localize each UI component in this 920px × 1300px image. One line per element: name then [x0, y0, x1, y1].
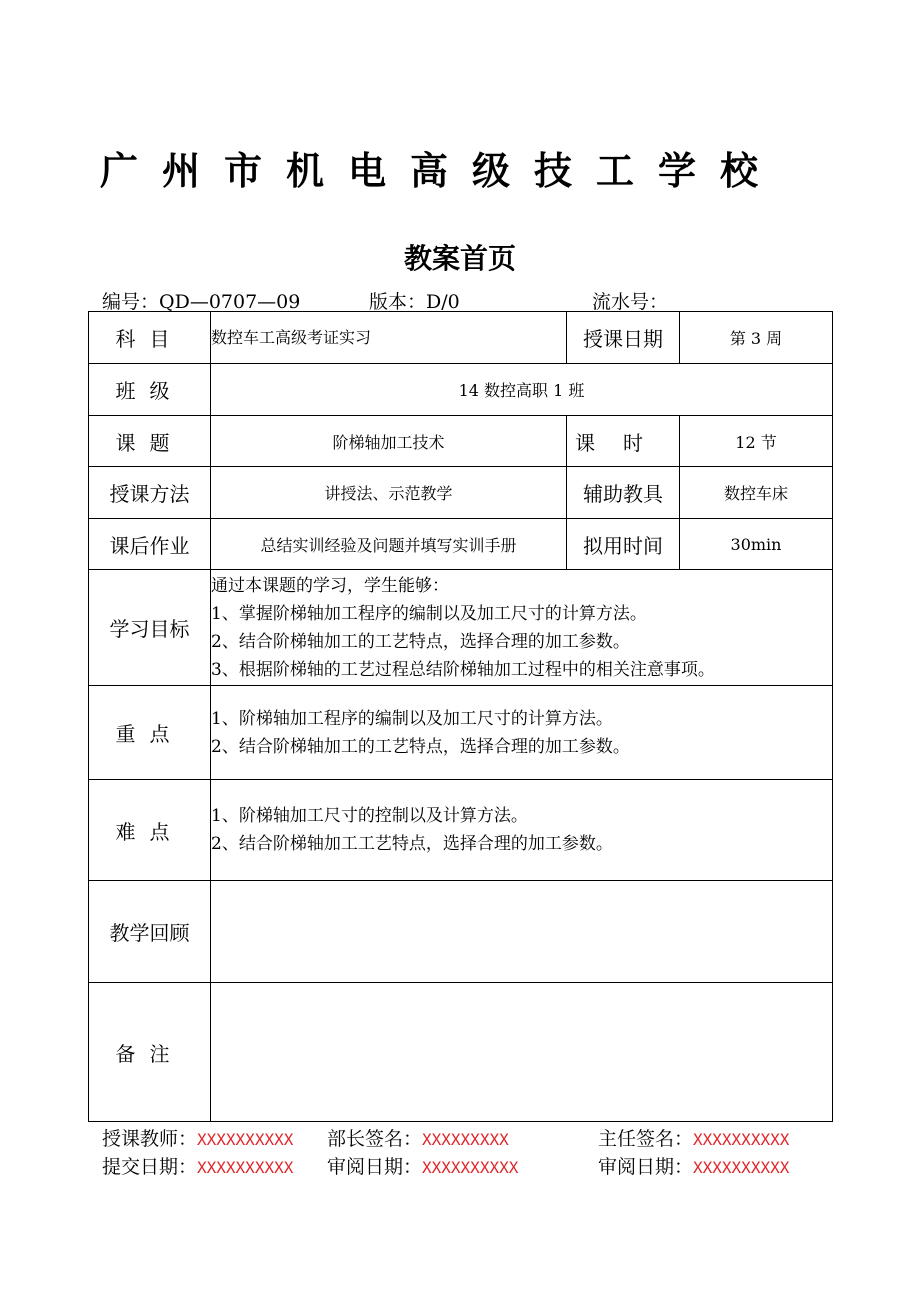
- teach-date-label: 授课日期: [567, 312, 680, 364]
- minister-label: 部长签名：: [327, 1128, 423, 1150]
- version-value: D/0: [426, 291, 460, 313]
- teacher-signature: [102, 1124, 293, 1151]
- class-value: 14 数控高职 1 班: [211, 364, 833, 416]
- difficulty-line: 2、结合阶梯轴加工工艺特点，选择合理的加工参数。: [211, 834, 613, 854]
- objectives-content: [211, 570, 833, 686]
- objective-line: 2、结合阶梯轴加工的工艺特点，选择合理的加工参数。: [211, 631, 630, 652]
- key-points-label: 重点: [89, 686, 211, 780]
- homework-value: 总结实训经验及问题并填写实训手册: [211, 519, 567, 570]
- school-name: 广州市机电高级技工学校: [100, 148, 783, 193]
- key-point-line: 1、阶梯轴加工程序的编制以及加工尺寸的计算方法。: [211, 708, 613, 729]
- objective-line: 1、掌握阶梯轴加工程序的编制以及加工尺寸的计算方法。: [211, 603, 647, 624]
- row-objectives: [89, 570, 833, 686]
- director-label: 主任签名：: [598, 1128, 694, 1150]
- code-value: QD—0707—09: [159, 291, 301, 313]
- row-key-points: [89, 686, 833, 780]
- topic-value: 阶梯轴加工技术: [211, 416, 567, 467]
- aids-label: 辅助教具: [567, 467, 680, 519]
- review-date-2-label: 审阅日期：: [598, 1156, 694, 1178]
- difficulty-line: 1、阶梯轴加工尺寸的控制以及计算方法。: [211, 806, 528, 826]
- document-code: [102, 287, 300, 314]
- planned-time-value: 30min: [680, 519, 833, 570]
- aids-value: 数控车床: [680, 467, 833, 519]
- difficulties-content: [211, 780, 833, 881]
- minister-value: XXXXXXXXX: [422, 1130, 509, 1149]
- review-date-1: [327, 1152, 518, 1179]
- key-points-content: [211, 686, 833, 780]
- teacher-value: XXXXXXXXXX: [197, 1130, 294, 1149]
- code-label: 编号：: [102, 291, 160, 313]
- remarks-label: 备注: [89, 983, 211, 1122]
- row-subject: [89, 312, 833, 364]
- hours-value: 12 节: [680, 416, 833, 467]
- row-method: [89, 467, 833, 519]
- subject-label: 科目: [89, 312, 211, 364]
- review-date-2: [598, 1152, 789, 1179]
- objective-line: 通过本课题的学习，学生能够：: [211, 575, 449, 596]
- difficulties-label: 难点: [89, 780, 211, 881]
- class-label: 班级: [89, 364, 211, 416]
- submit-label: 提交日期：: [102, 1156, 198, 1178]
- review-content: [211, 881, 833, 983]
- teach-date-value: 第 3 周: [680, 312, 833, 364]
- planned-time-label: 拟用时间: [567, 519, 680, 570]
- row-remarks: [89, 983, 833, 1122]
- serial-label: 流水号：: [592, 291, 669, 313]
- review-label: 教学回顾: [89, 881, 211, 983]
- key-point-line: 2、结合阶梯轴加工的工艺特点，选择合理的加工参数。: [211, 736, 630, 757]
- submit-date: [102, 1152, 293, 1179]
- hours-label: 课时: [567, 416, 680, 467]
- topic-label: 课题: [89, 416, 211, 467]
- director-value: XXXXXXXXXX: [693, 1130, 790, 1149]
- minister-signature: [327, 1124, 509, 1151]
- document-version: [369, 287, 460, 314]
- lesson-plan-table: [88, 311, 833, 1122]
- row-difficulties: [89, 780, 833, 881]
- row-homework: [89, 519, 833, 570]
- review-date-1-value: XXXXXXXXXX: [422, 1158, 519, 1177]
- remarks-content: [211, 983, 833, 1122]
- director-signature: [598, 1124, 789, 1151]
- teacher-label: 授课教师：: [102, 1128, 198, 1150]
- homework-label: 课后作业: [89, 519, 211, 570]
- page-title: 教案首页: [403, 242, 516, 275]
- row-review: [89, 881, 833, 983]
- method-value: 讲授法、示范教学: [211, 467, 567, 519]
- serial-number: [592, 287, 668, 314]
- review-date-2-value: XXXXXXXXXX: [693, 1158, 790, 1177]
- method-label: 授课方法: [89, 467, 211, 519]
- review-date-1-label: 审阅日期：: [327, 1156, 423, 1178]
- objective-line: 3、根据阶梯轴的工艺过程总结阶梯轴加工过程中的相关注意事项。: [211, 659, 715, 680]
- objectives-label: 学习目标: [89, 570, 211, 686]
- subject-value: 数控车工高级考证实习: [211, 312, 567, 364]
- row-class: [89, 364, 833, 416]
- submit-value: XXXXXXXXXX: [197, 1158, 294, 1177]
- row-topic: [89, 416, 833, 467]
- version-label: 版本：: [369, 291, 427, 313]
